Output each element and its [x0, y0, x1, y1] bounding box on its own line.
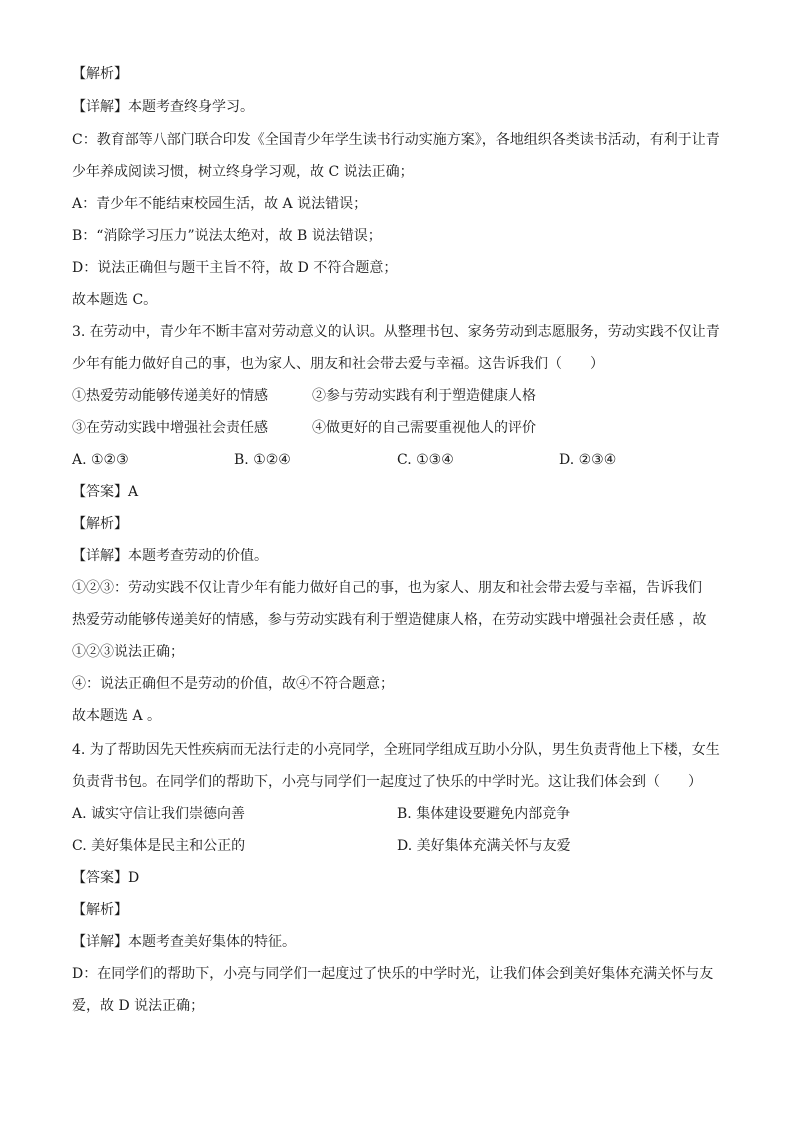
option-b: B. 集体建设要避免内部竞争 — [397, 806, 571, 822]
conclusion-line: 故本题选 A 。 — [72, 708, 162, 724]
statement-3: ③在劳动实践中增强社会责任感 — [72, 420, 268, 436]
explanation-line: A：青少年不能结束校园生活，故 A 说法错误； — [72, 196, 368, 212]
option-c: C. ①③④ — [397, 452, 454, 468]
explanation-line: 爱，故 D 说法正确； — [72, 998, 205, 1014]
explanation-line: D：说法正确但与题干主旨不符，故 D 不符合题意； — [72, 260, 398, 276]
analysis-heading: 【解析】 — [72, 516, 128, 532]
conclusion-line: 故本题选 C。 — [72, 292, 158, 308]
question-4-stem: 4. 为了帮助因先天性疾病而无法行走的小亮同学，全班同学组成互助小分队，男生负责背他上下楼，女生 — [72, 742, 720, 758]
analysis-heading: 【解析】 — [72, 66, 128, 82]
question-3-stem: 3. 在劳动中，青少年不断丰富对劳动意义的认识。从整理书包、家务劳动到志愿服务，劳动实践不仅让青 — [72, 324, 720, 340]
explanation-line: ①②③说法正确； — [72, 644, 184, 660]
explanation-line: ①②③：劳动实践不仅让青少年有能力做好自己的事，也为家人、朋友和社会带去爱与幸福，告诉我们 — [72, 580, 702, 596]
option-b: B. ①②④ — [234, 452, 291, 468]
explanation-line: 少年养成阅读习惯，树立终身学习观，故 C 说法正确； — [72, 164, 414, 180]
statement-1: ①热爱劳动能够传递美好的情感 — [72, 388, 268, 404]
option-c: C. 美好集体是民主和公正的 — [72, 838, 246, 854]
question-4-stem: 负责背书包。在同学们的帮助下，小亮与同学们一起度过了快乐的中学时光。这让我们体会到（ ） — [72, 774, 702, 790]
answer-line: 【答案】D — [72, 870, 140, 886]
option-a: A. ①②③ — [72, 452, 129, 468]
option-a: A. 诚实守信让我们崇德向善 — [72, 806, 246, 822]
explanation-line: C：教育部等八部门联合印发《全国青少年学生读书行动实施方案》，各地组织各类读书活动，有利于让青 — [72, 132, 720, 148]
explanation-line: D：在同学们的帮助下，小亮与同学们一起度过了快乐的中学时光，让我们体会到美好集体充满关怀与友 — [72, 966, 714, 982]
question-3-stem: 少年有能力做好自己的事，也为家人、朋友和社会带去爱与幸福。这告诉我们（ ） — [72, 356, 604, 372]
statement-2: ②参与劳动实践有利于塑造健康人格 — [312, 388, 536, 404]
answer-line: 【答案】A — [72, 484, 139, 500]
option-d: D. 美好集体充满关怀与友爱 — [397, 838, 571, 854]
explanation-line: B：“消除学习压力”说法太绝对，故 B 说法错误； — [72, 228, 382, 244]
detail-line: 【详解】本题考查终身学习。 — [72, 99, 254, 115]
analysis-heading: 【解析】 — [72, 902, 128, 918]
explanation-line: ④：说法正确但不是劳动的价值，故④不符合题意； — [72, 676, 394, 692]
option-d: D. ②③④ — [559, 452, 617, 468]
detail-line: 【详解】本题考查美好集体的特征。 — [72, 934, 296, 950]
statement-4: ④做更好的自己需要重视他人的评价 — [312, 420, 536, 436]
detail-line: 【详解】本题考查劳动的价值。 — [72, 548, 268, 564]
explanation-line: 热爱劳动能够传递美好的情感，参与劳动实践有利于塑造健康人格，在劳动实践中增强社会责任感 ，故 — [72, 612, 707, 628]
